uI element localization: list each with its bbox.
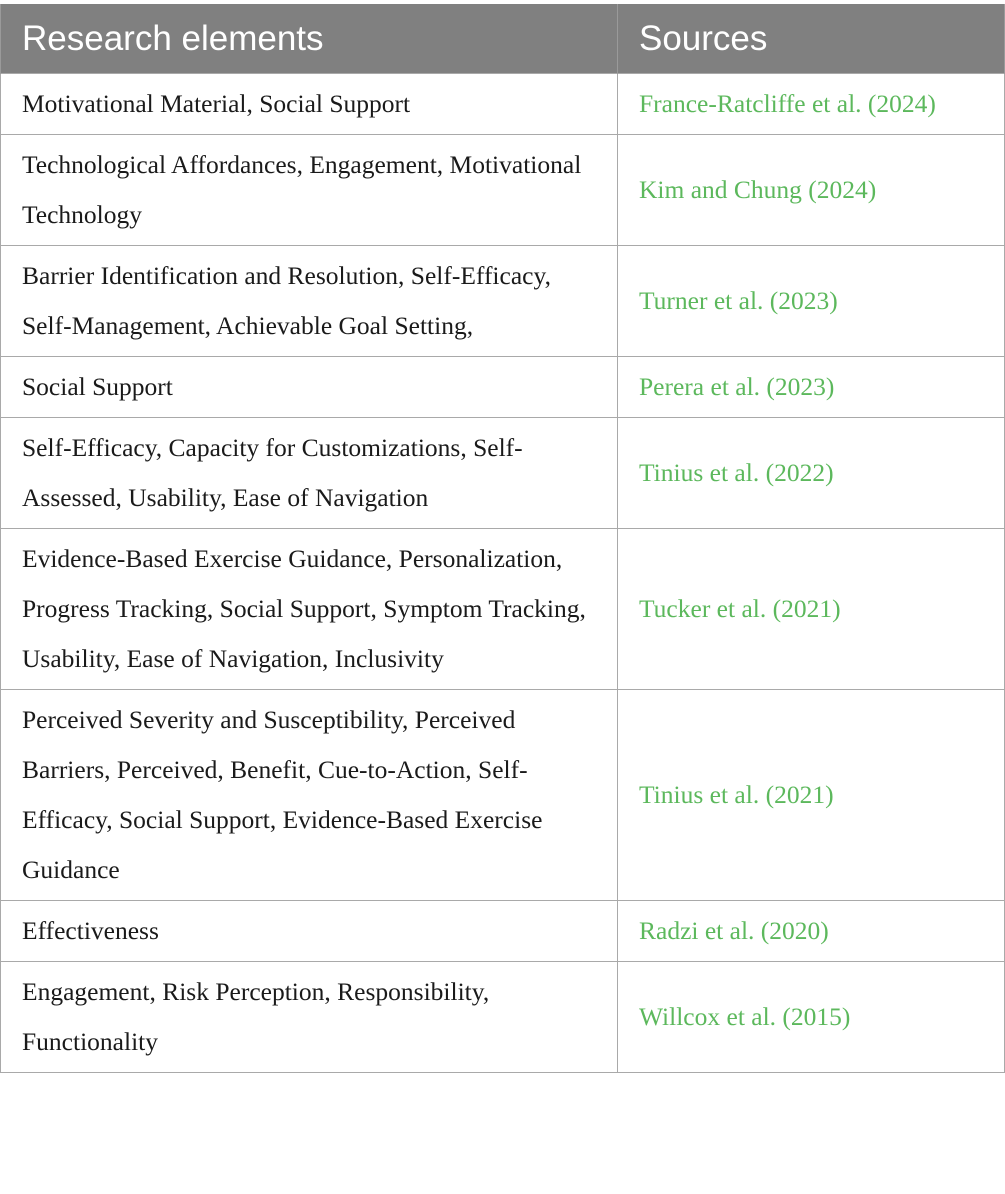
table-row <box>1 690 1005 901</box>
table-row <box>1 74 1005 135</box>
source-link[interactable]: Tinius et al. (2021) <box>618 690 1005 901</box>
table-row <box>1 901 1005 962</box>
source-link[interactable]: Willcox et al. (2015) <box>618 962 1005 1073</box>
research-elements-cell: Effectiveness <box>1 901 618 962</box>
source-link[interactable]: Tucker et al. (2021) <box>618 529 1005 690</box>
source-link[interactable]: Turner et al. (2023) <box>618 246 1005 357</box>
research-elements-cell: Motivational Material, Social Support <box>1 74 618 135</box>
header-sources: Sources <box>618 4 1005 74</box>
research-elements-cell: Self-Efficacy, Capacity for Customizations, Self-Assessed, Usability, Ease of Navigation <box>1 418 618 529</box>
source-link[interactable]: France-Ratcliffe et al. (2024) <box>618 74 1005 135</box>
table-row <box>1 135 1005 246</box>
research-sources-table <box>0 4 1005 1073</box>
header-research-elements: Research elements <box>1 4 618 74</box>
table-row <box>1 529 1005 690</box>
source-link[interactable]: Kim and Chung (2024) <box>618 135 1005 246</box>
table-row <box>1 418 1005 529</box>
research-elements-cell: Barrier Identification and Resolution, Self-Efficacy, Self-Management, Achievable Goal Setting, <box>1 246 618 357</box>
source-link[interactable]: Perera et al. (2023) <box>618 357 1005 418</box>
research-elements-cell: Technological Affordances, Engagement, Motivational Technology <box>1 135 618 246</box>
table-header-row <box>1 4 1005 74</box>
table-row <box>1 357 1005 418</box>
table-row <box>1 962 1005 1073</box>
table-row <box>1 246 1005 357</box>
source-link[interactable]: Radzi et al. (2020) <box>618 901 1005 962</box>
research-elements-cell: Engagement, Risk Perception, Responsibility, Functionality <box>1 962 618 1073</box>
research-elements-cell: Perceived Severity and Susceptibility, Perceived Barriers, Perceived, Benefit, Cue-to-Action, Self-Efficacy, Social Support, Evidence-Based Exercise Guidance <box>1 690 618 901</box>
research-elements-cell: Social Support <box>1 357 618 418</box>
research-elements-cell: Evidence-Based Exercise Guidance, Personalization, Progress Tracking, Social Support, Symptom Tracking, Usability, Ease of Navigation, Inclusivity <box>1 529 618 690</box>
source-link[interactable]: Tinius et al. (2022) <box>618 418 1005 529</box>
